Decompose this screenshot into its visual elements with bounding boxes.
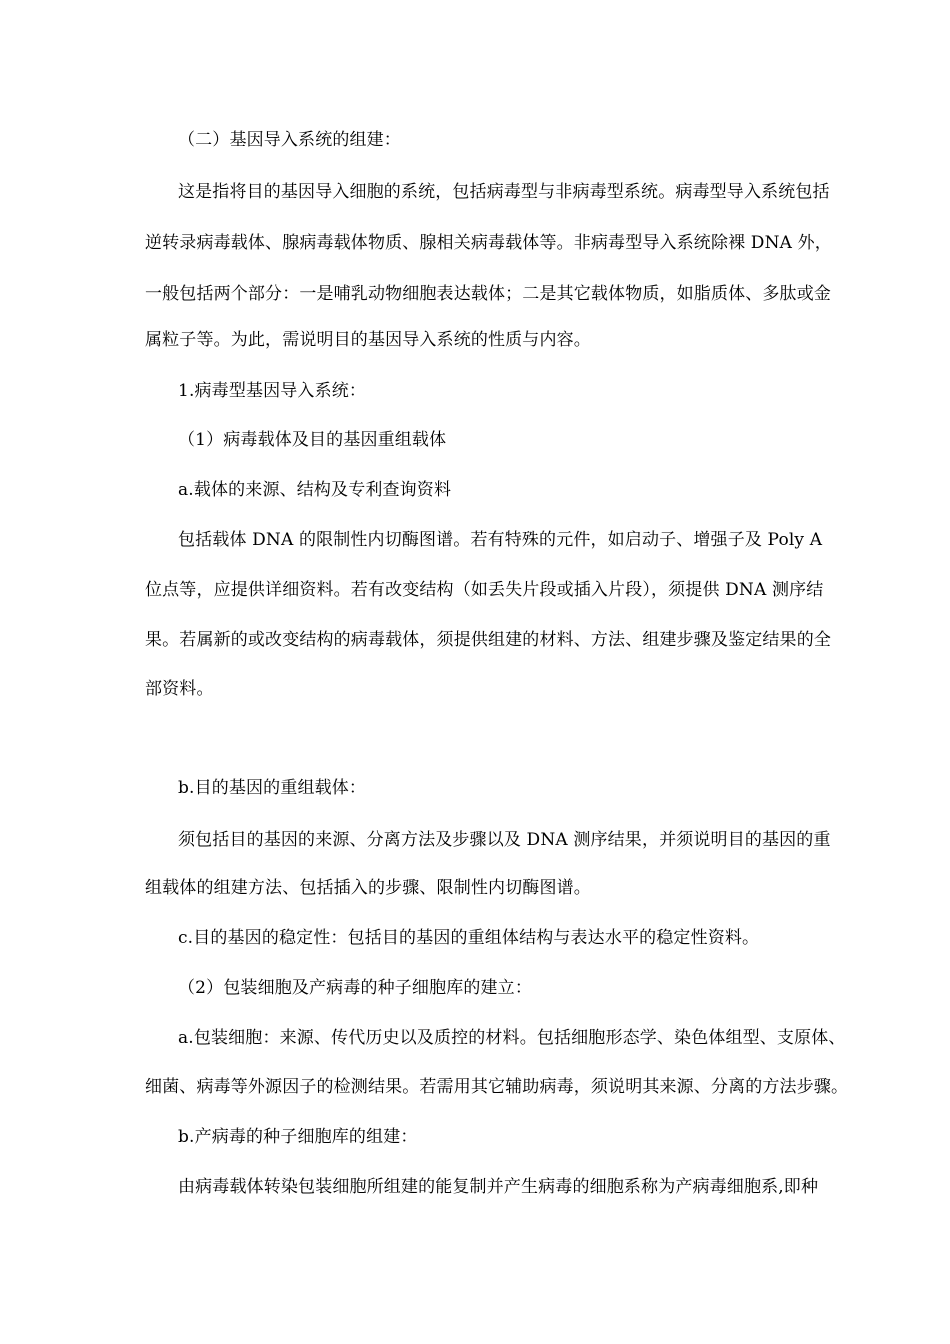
subsection-heading: 1.病毒型基因导入系统：: [178, 381, 367, 401]
paragraph-line: 须包括目的基因的来源、分离方法及步骤以及 DNA 测序结果，并须说明目的基因的重: [178, 830, 831, 850]
paragraph-line: 包括载体 DNA 的限制性内切酶图谱。若有特殊的元件，如启动子、增强子及 Poly A: [178, 530, 823, 550]
paragraph-line: 这是指将目的基因导入细胞的系统，包括病毒型与非病毒型系统。病毒型导入系统包括: [178, 182, 830, 202]
paragraph-line: 部资料。: [145, 679, 214, 699]
section-heading: （二）基因导入系统的组建：: [178, 130, 401, 150]
paragraph-line: 一般包括两个部分：一是哺乳动物细胞表达载体；二是其它载体物质，如脂质体、多肽或金: [145, 284, 831, 304]
paragraph-line: 位点等，应提供详细资料。若有改变结构（如丢失片段或插入片段），须提供 DNA 测序结: [145, 580, 824, 600]
paragraph-line: 组载体的组建方法、包括插入的步骤、限制性内切酶图谱。: [145, 878, 591, 898]
subsection-heading: （2）包装细胞及产病毒的种子细胞库的建立：: [178, 978, 532, 998]
paragraph-line: 果。若属新的或改变结构的病毒载体，须提供组建的材料、方法、组建步骤及鉴定结果的全: [145, 630, 831, 650]
item-heading: b.产病毒的种子细胞库的组建：: [178, 1127, 418, 1147]
item-heading: b.目的基因的重组载体：: [178, 778, 367, 798]
paragraph-line: 属粒子等。为此，需说明目的基因导入系统的性质与内容。: [145, 330, 591, 350]
paragraph-line: 由病毒载体转染包装细胞所组建的能复制并产生病毒的细胞系称为产病毒细胞系,即种: [178, 1177, 819, 1197]
paragraph-line: a.包装细胞：来源、传代历史以及质控的材料。包括细胞形态学、染色体组型、支原体、: [178, 1028, 846, 1048]
paragraph-line: 逆转录病毒载体、腺病毒载体物质、腺相关病毒载体等。非病毒型导入系统除裸 DNA 外，: [145, 233, 832, 253]
subsection-heading: （1）病毒载体及目的基因重组载体: [178, 430, 447, 450]
item-heading: c.目的基因的稳定性：包括目的基因的重组体结构与表达水平的稳定性资料。: [178, 928, 760, 948]
paragraph-line: 细菌、病毒等外源因子的检测结果。若需用其它辅助病毒，须说明其来源、分离的方法步骤。: [145, 1077, 849, 1097]
item-heading: a.载体的来源、结构及专利查询资料: [178, 480, 452, 500]
